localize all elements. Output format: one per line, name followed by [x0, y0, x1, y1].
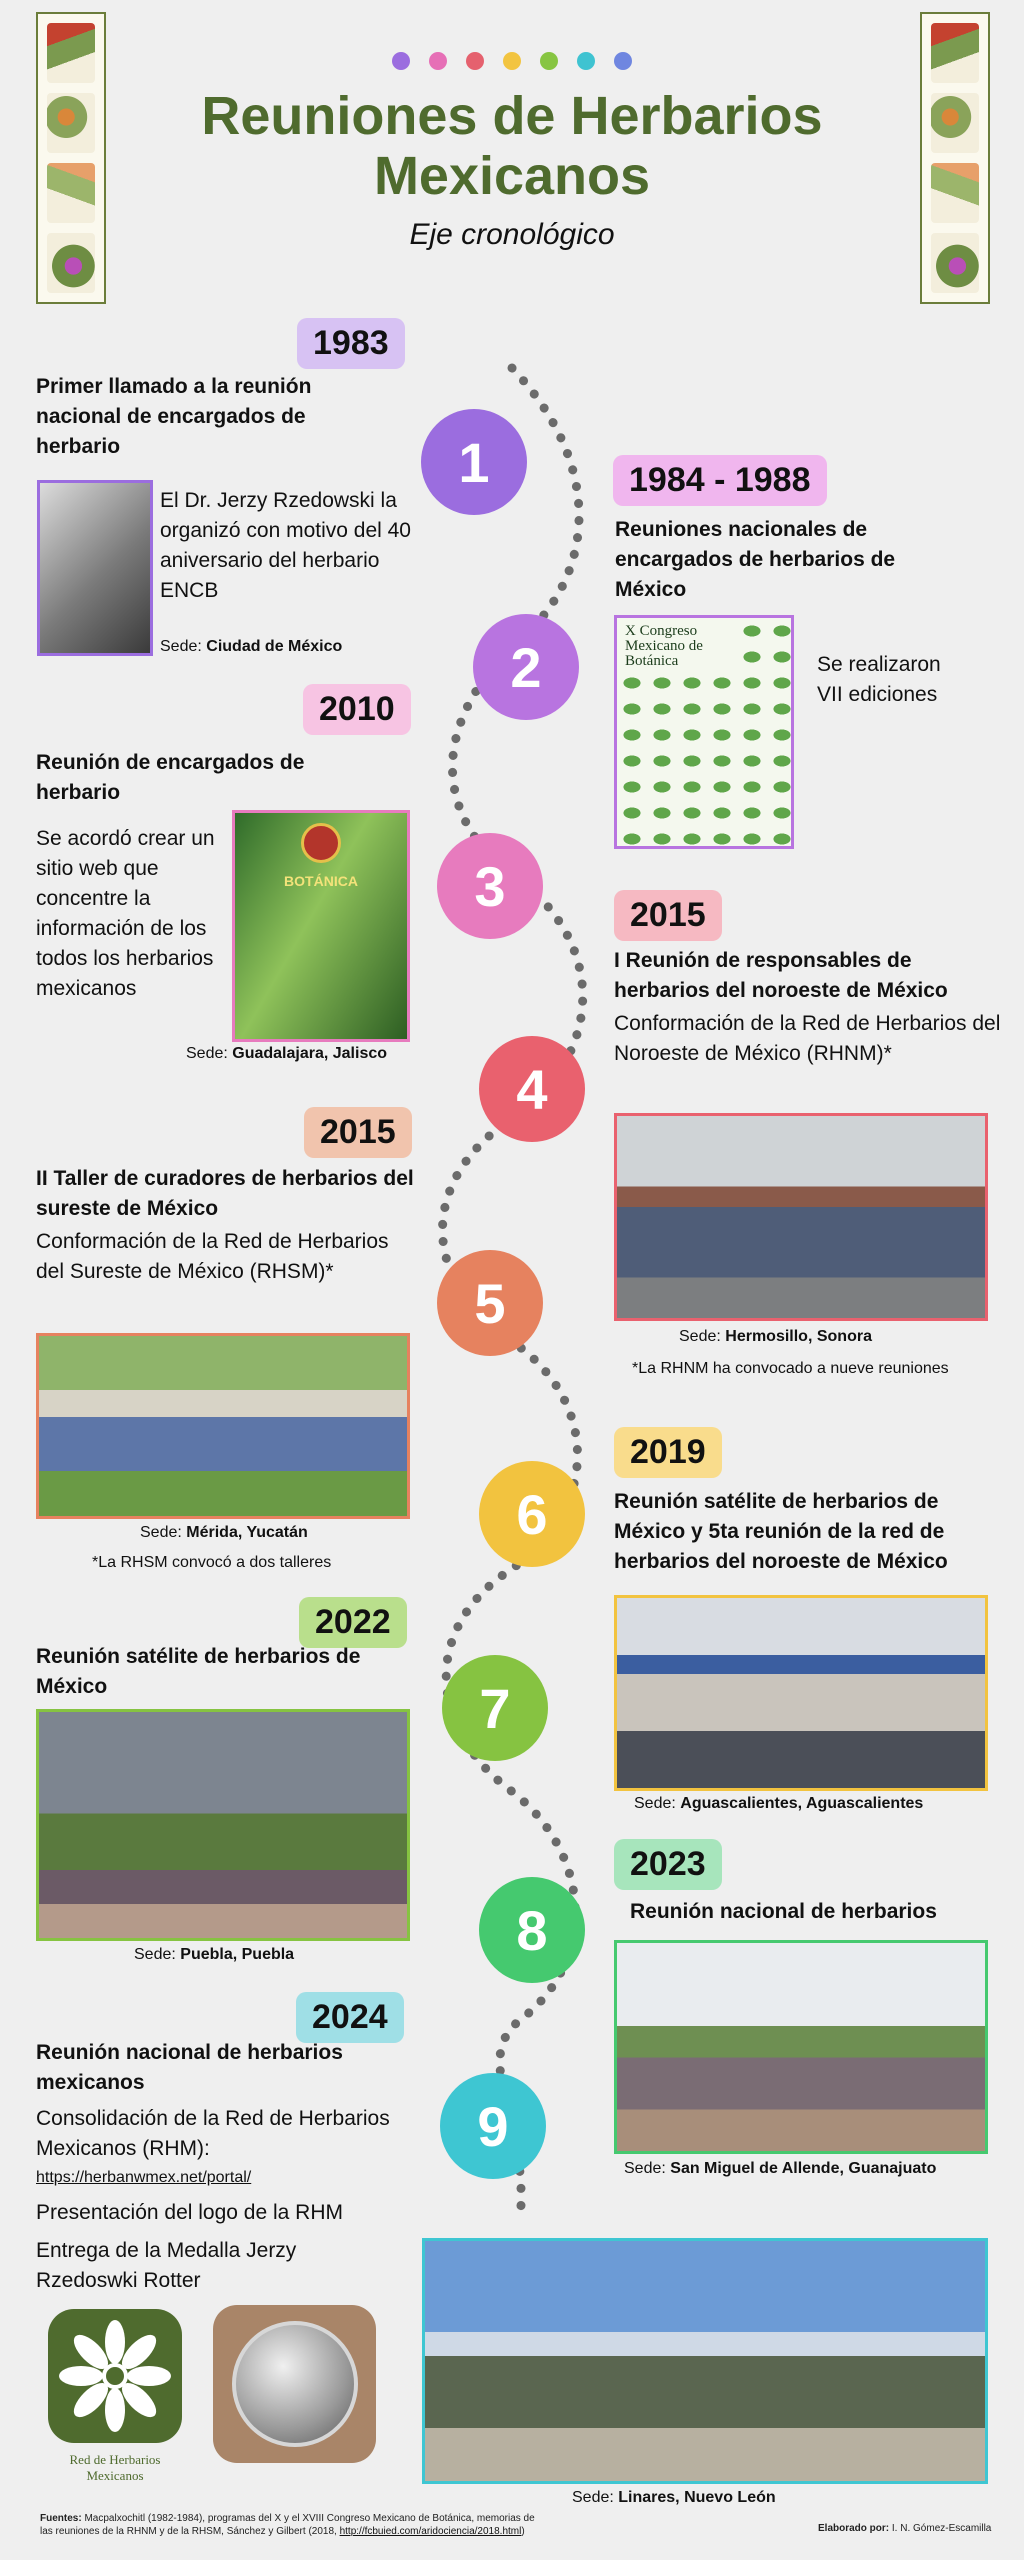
- poster-title: X Congreso Mexicano de Botánica: [621, 622, 731, 671]
- event-5-heading: II Taller de curadores de herbarios del sureste de México: [36, 1167, 414, 1220]
- plant-illustration: [47, 23, 95, 83]
- event-6-sede: Sede: Aguascalientes, Aguascalientes: [634, 1795, 924, 1812]
- event-3-poster-image: [232, 810, 410, 1042]
- color-dot: [429, 52, 447, 70]
- event-4-sede: Sede: Hermosillo, Sonora: [679, 1328, 872, 1345]
- footer-sources: Fuentes: Macpalxochitl (1982-1984), programas del X y el XVIII Congreso Mexicano de Botánica, memorias de las reuniones de la RHNM y de la RHSM, Sánchez y Gilbert (2018, http://fcbuied.com/aridociencia/2018.html): [40, 2513, 535, 2537]
- timeline-node-4: 4: [479, 1036, 585, 1142]
- timeline-node-6: 6: [479, 1461, 585, 1567]
- plant-illustration: [931, 23, 979, 83]
- medal-icon: [232, 2321, 358, 2447]
- portrait-photo-rzedowski: [37, 480, 153, 656]
- rhm-portal-link[interactable]: https://herbanwmex.net/portal/: [36, 2169, 252, 2186]
- event-9-description-3: Entrega de la Medalla Jerzy Rzedoswki Rotter: [36, 2239, 297, 2292]
- event-9-description-2: Presentación del logo de la RHM: [36, 2201, 344, 2224]
- year-badge-2022: 2022: [299, 1597, 407, 1648]
- year-badge-2019: 2019: [614, 1427, 722, 1478]
- event-3-sede: Sede: Guadalajara, Jalisco: [186, 1045, 388, 1062]
- event-2-heading: Reuniones nacionales de encargados de herbarios de México: [615, 518, 896, 601]
- event-1-heading: Primer llamado a la reunión nacional de encargados de herbario: [36, 375, 312, 458]
- color-dot: [503, 52, 521, 70]
- footer-credit: Elaborado por: I. N. Gómez-Escamilla: [818, 2523, 992, 2534]
- event-6-meeting-photo: [614, 1595, 988, 1791]
- title-line-1: Reuniones de Herbarios: [201, 86, 823, 146]
- event-3-description: Se acordó crear un sitio web que concentre la información de los todos los herbarios mexicanos: [36, 827, 215, 1000]
- year-badge-2024: 2024: [296, 1992, 404, 2043]
- timeline-node-2: 2: [473, 614, 579, 720]
- event-7-sede: Sede: Puebla, Puebla: [134, 1946, 295, 1963]
- timeline-node-3: 3: [437, 833, 543, 939]
- event-7-group-photo: [36, 1709, 410, 1941]
- event-9-sede: Sede: Linares, Nuevo León: [572, 2489, 776, 2506]
- event-9-group-photo: [422, 2238, 988, 2484]
- event-1-sede: Sede: Ciudad de México: [160, 638, 343, 655]
- rhm-logo: [40, 2305, 190, 2483]
- rhm-logo-caption: Red de Herbarios Mexicanos: [69, 2452, 161, 2483]
- timeline-node-9: 9: [440, 2073, 546, 2179]
- event-7-heading: Reunión satélite de herbarios de México: [36, 1645, 361, 1698]
- color-dot: [392, 52, 410, 70]
- color-dot: [614, 52, 632, 70]
- event-4-description: Conformación de la Red de Herbarios del Noroeste de México (RHNM)*: [614, 1012, 1001, 1065]
- color-dot: [540, 52, 558, 70]
- event-6-heading: Reunión satélite de herbarios de México y 5ta reunión de la red de herbarios del noroeste de México: [614, 1490, 948, 1573]
- event-2-description: Se realizaron VII ediciones: [817, 653, 941, 706]
- event-5-note: *La RHSM convocó a dos talleres: [92, 1554, 332, 1571]
- year-badge-2015-a: 2015: [614, 890, 722, 941]
- congress-seal-icon: [301, 823, 341, 863]
- year-badge-2010: 2010: [303, 684, 411, 735]
- congress-poster-image: [614, 615, 794, 849]
- event-9-heading: Reunión nacional de herbarios mexicanos: [36, 2041, 343, 2094]
- color-dots-row: [0, 52, 1024, 70]
- event-5-sede: Sede: Mérida, Yucatán: [140, 1524, 308, 1541]
- title-line-2: Mexicanos: [373, 146, 651, 206]
- poster-title: BOTÁNICA: [284, 873, 358, 889]
- timeline-node-1: 1: [421, 409, 527, 515]
- medal-image: [213, 2305, 376, 2463]
- year-badge-1984-1988: 1984 - 1988: [613, 455, 827, 506]
- event-8-group-photo: [614, 1940, 988, 2154]
- event-4-group-photo: [614, 1113, 988, 1321]
- rhm-flower-logo-icon: [40, 2305, 190, 2450]
- year-badge-2023: 2023: [614, 1839, 722, 1890]
- event-4-note: *La RHNM ha convocado a nueve reuniones: [632, 1360, 949, 1377]
- timeline-node-8: 8: [479, 1877, 585, 1983]
- timeline-node-5: 5: [437, 1250, 543, 1356]
- event-8-sede: Sede: San Miguel de Allende, Guanajuato: [624, 2160, 937, 2177]
- event-5-group-photo: [36, 1333, 410, 1519]
- event-4-heading: I Reunión de responsables de herbarios del noroeste de México: [614, 949, 948, 1002]
- event-5-description: Conformación de la Red de Herbarios del Sureste de México (RHSM)*: [36, 1230, 389, 1283]
- year-badge-2015-b: 2015: [304, 1107, 412, 1158]
- event-9-description-1: Consolidación de la Red de Herbarios Mexicanos (RHM):: [36, 2107, 390, 2160]
- event-3-heading: Reunión de encargados de herbario: [36, 751, 305, 804]
- year-badge-1983: 1983: [297, 318, 405, 369]
- page-subtitle: Eje cronológico: [409, 218, 615, 251]
- sources-link[interactable]: http://fcbuied.com/aridociencia/2018.html: [339, 2526, 522, 2537]
- event-1-description: El Dr. Jerzy Rzedowski la organizó con motivo del 40 aniversario del herbario ENCB: [160, 489, 411, 602]
- color-dot: [466, 52, 484, 70]
- timeline-node-7: 7: [442, 1655, 548, 1761]
- color-dot: [577, 52, 595, 70]
- event-8-heading: Reunión nacional de herbarios: [630, 1900, 937, 1923]
- page-title: [0, 86, 1024, 206]
